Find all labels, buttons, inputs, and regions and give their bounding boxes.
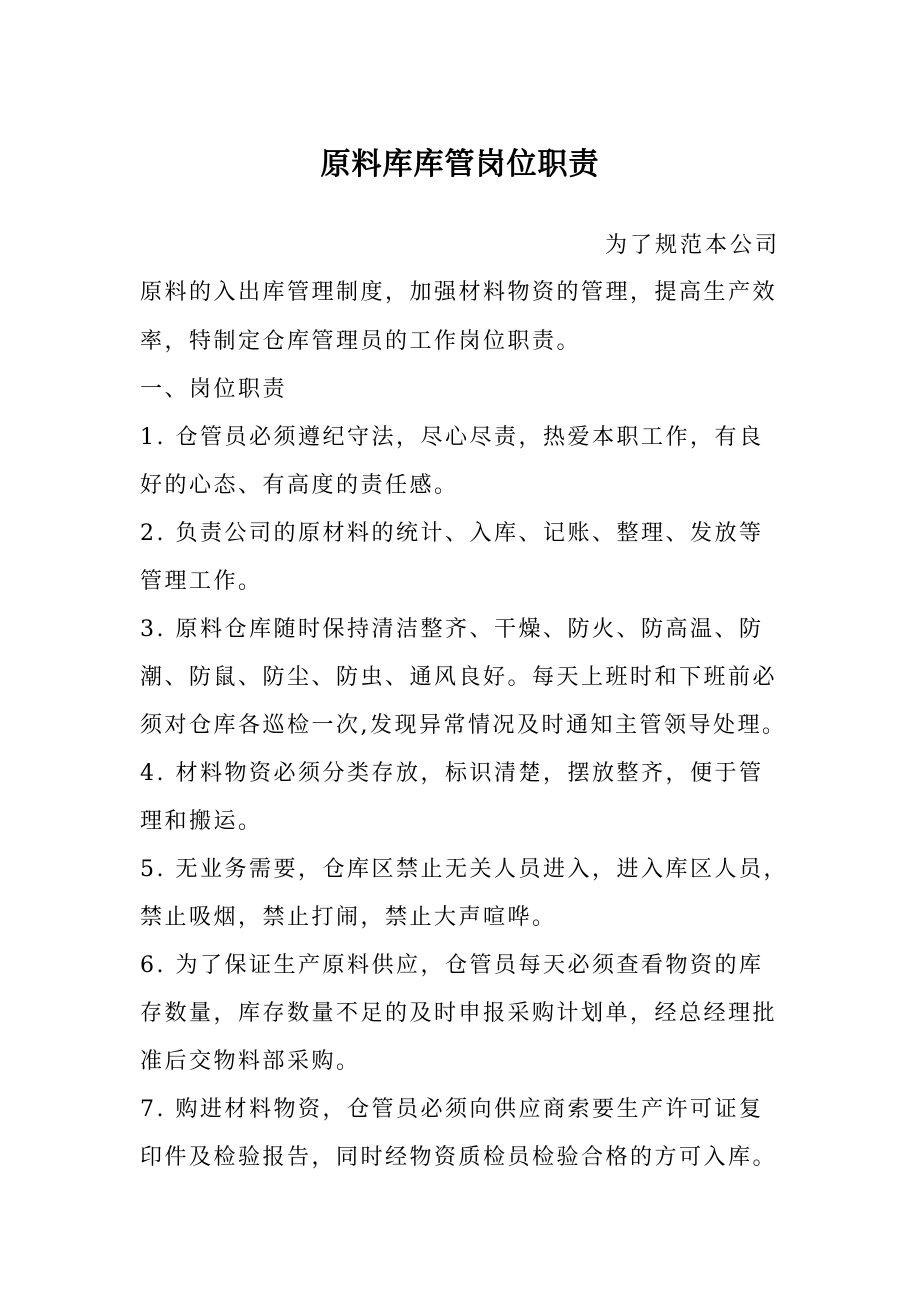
- duty-item: 1. 仓管员必须遵纪守法，尽心尽责，热爱本职工作，有良: [140, 425, 764, 450]
- intro-first-line: 为了规范本公司: [604, 233, 780, 258]
- body-line: 好的心态、有高度的责任感。: [140, 473, 459, 498]
- duty-item: 6. 为了保证生产原料供应，仓管员每天必须查看物资的库: [140, 953, 764, 978]
- duty-item: 4. 材料物资必须分类存放，标识清楚，摆放整齐，便于管: [140, 761, 764, 786]
- body-line: 禁止吸烟，禁止打闹，禁止大声喧哗。: [140, 905, 557, 930]
- duty-item: 2. 负责公司的原材料的统计、入库、记账、整理、发放等: [140, 521, 764, 546]
- document-title: 原料库库管岗位职责: [320, 147, 600, 182]
- body-line: 率，特制定仓库管理员的工作岗位职责。: [140, 329, 582, 354]
- duty-item: 7. 购进材料物资，仓管员必须向供应商索要生产许可证复: [140, 1097, 764, 1122]
- duty-item: 5. 无业务需要，仓库区禁止无关人员进入，进入库区人员，: [140, 857, 788, 882]
- body-line: 印件及检验报告，同时经物资质检员检验合格的方可入库。: [140, 1145, 778, 1170]
- body-line: 潮、防鼠、防尘、防虫、通风良好。每天上班时和下班前必: [140, 665, 778, 690]
- body-line: 管理工作。: [140, 569, 263, 594]
- body-line: 原料的入出库管理制度，加强材料物资的管理，提高生产效: [140, 280, 778, 305]
- duty-item: 3. 原料仓库随时保持清洁整齐、干燥、防火、防高温、防: [140, 617, 764, 642]
- body-line: 须对仓库各巡检一次,发现异常情况及时通知主管领导处理。: [140, 713, 787, 738]
- body-line: 理和搬运。: [140, 809, 263, 834]
- body-line: 存数量，库存数量不足的及时申报采购计划单，经总经理批: [140, 1001, 778, 1026]
- body-line: 准后交物料部采购。: [140, 1049, 361, 1074]
- section-heading: 一、岗位职责: [140, 377, 288, 402]
